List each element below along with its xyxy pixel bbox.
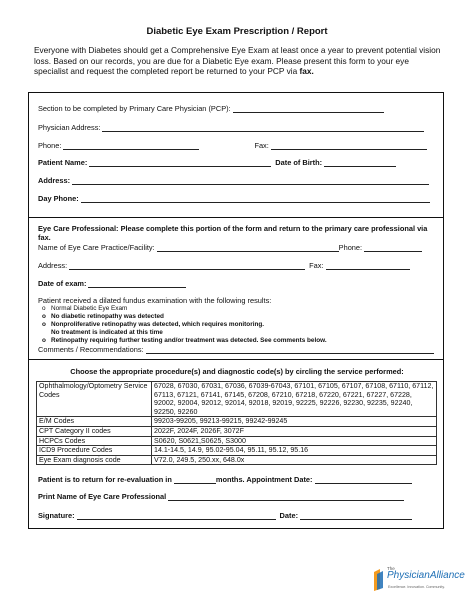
signature-line[interactable] xyxy=(77,513,276,520)
physician-address-row xyxy=(38,123,428,132)
print-name-line[interactable] xyxy=(168,494,404,501)
table-row xyxy=(37,417,437,427)
result-no-dr-label: No diabetic retinopathy was detected xyxy=(51,312,164,320)
comments-line[interactable] xyxy=(146,347,434,354)
intro-bold-tail: fax. xyxy=(299,66,314,77)
code-values[interactable]: V72.0, 249.5, 250.xx, 648.0x xyxy=(152,455,437,465)
codes-table xyxy=(36,381,437,465)
ecp-address-row xyxy=(38,261,414,270)
ecp-address-label: Address: xyxy=(38,261,68,270)
date-line[interactable] xyxy=(300,513,412,520)
table-row xyxy=(37,455,437,465)
print-name-label: Print Name of Eye Care Professional xyxy=(38,492,167,501)
exam-date-row xyxy=(38,279,190,288)
appointment-date-line[interactable] xyxy=(315,477,412,484)
ecp-fax-line[interactable] xyxy=(326,263,410,270)
patient-name-row xyxy=(38,158,400,167)
result-subnote xyxy=(42,329,327,337)
logo-the: The xyxy=(387,566,395,571)
pcp-section-row xyxy=(38,104,388,113)
pcp-fax-line[interactable] xyxy=(271,143,427,150)
logo-name xyxy=(387,570,465,581)
ecp-phone-label: Phone: xyxy=(338,243,363,252)
patient-address-label: Address: xyxy=(38,176,71,185)
result-further-testing-label: Retinopathy requiring further testing and/or treatment was detected. See comments below. xyxy=(51,336,327,344)
practice-label: Name of Eye Care Practice/Facility: xyxy=(38,243,155,252)
code-category: Eye Exam diagnosis code xyxy=(37,455,152,465)
day-phone-row xyxy=(38,194,434,203)
patient-address-row xyxy=(38,176,433,185)
code-values[interactable]: 99203-99205, 99213-99215, 99242-99245 xyxy=(152,417,437,427)
logo-mark-icon xyxy=(372,568,384,592)
ecp-fax-label: Fax: xyxy=(309,261,324,270)
form-title: Diabetic Eye Exam Prescription / Report xyxy=(146,26,328,37)
reevaluation-row xyxy=(38,475,416,484)
reevaluation-label-a: Patient is to return for re-evaluation in xyxy=(38,475,172,484)
table-row xyxy=(37,426,437,436)
exam-date-label: Date of exam: xyxy=(38,279,87,288)
dob-line[interactable] xyxy=(324,160,396,167)
reevaluation-months-line[interactable] xyxy=(174,477,216,484)
section-divider xyxy=(28,217,444,218)
pcp-name-line[interactable] xyxy=(233,106,384,113)
physician-address-line[interactable] xyxy=(102,125,424,132)
practice-row xyxy=(38,243,426,252)
signature-row xyxy=(38,511,416,520)
code-category: ICD9 Procedure Codes xyxy=(37,446,152,456)
pcp-phone-line[interactable] xyxy=(63,143,199,150)
pcp-phone-fax-row xyxy=(38,141,431,150)
code-category: HCPCs Codes xyxy=(37,436,152,446)
logo-name-a: Physician xyxy=(387,570,430,581)
pcp-phone-label: Phone: xyxy=(38,141,62,150)
reevaluation-label-b: months. Appointment Date: xyxy=(215,475,313,484)
codes-instruction: Choose the appropriate procedure(s) and diagnostic code(s) by circling the service performed: xyxy=(70,367,404,376)
checkbox-bullet-icon: o xyxy=(42,320,46,328)
checkbox-bullet-icon: o xyxy=(42,312,46,320)
print-name-row xyxy=(38,492,408,501)
results-list xyxy=(42,305,327,345)
comments-label: Comments / Recommendations: xyxy=(38,345,144,354)
ecp-phone-line[interactable] xyxy=(364,245,422,252)
result-no-treatment-label: No treatment is indicated at this time xyxy=(51,328,163,336)
patient-name-label: Patient Name: xyxy=(38,158,88,167)
physician-alliance-logo xyxy=(372,566,465,596)
ecp-header: Eye Care Professional: Please complete this portion of the form and return to the primary care professional via fax. xyxy=(38,224,428,242)
patient-address-line[interactable] xyxy=(72,178,429,185)
signature-label: Signature: xyxy=(38,511,75,520)
exam-date-line[interactable] xyxy=(88,281,186,288)
code-values[interactable]: 14.1-14.5, 14.9, 95.02-95.04, 95.11, 95.12, 95.16 xyxy=(152,446,437,456)
table-row xyxy=(37,446,437,456)
table-row xyxy=(37,382,437,417)
checkbox-bullet-icon: o xyxy=(42,305,46,312)
pcp-section-label: Section to be completed by Primary Care Physician (PCP): xyxy=(38,104,231,113)
code-values[interactable]: 67028, 67030, 67031, 67036, 67039-67043, 67101, 67105, 67107, 67108, 67110, 67112, 67113, 67121, 67141, 67145, 67208, 67210, 67218, 67220, 67221, 67227, 67228, 92002, 92004, 92012, 92014, 92018, 92019, 92225, 92226, 92230, 92235, 92240, 92250, 92260 xyxy=(152,382,437,417)
logo-name-b: Alliance xyxy=(429,570,465,581)
code-category: CPT Category II codes xyxy=(37,426,152,436)
patient-name-line[interactable] xyxy=(89,160,271,167)
code-values[interactable]: S0620, S0621,S0625, S3000 xyxy=(152,436,437,446)
logo-tagline: Excellence. Innovation. Community. xyxy=(388,585,445,589)
results-intro: Patient received a dilated fundus examination with the following results: xyxy=(38,296,272,305)
result-option[interactable] xyxy=(42,337,327,345)
dob-label: Date of Birth: xyxy=(275,158,323,167)
checkbox-bullet-icon: o xyxy=(42,336,46,344)
ecp-address-line[interactable] xyxy=(69,263,305,270)
code-category: Ophthalmology/Optometry Service Codes xyxy=(37,382,152,417)
code-values[interactable]: 2022F, 2024F, 2026F, 3072F xyxy=(152,426,437,436)
codes-divider xyxy=(28,359,444,360)
day-phone-line[interactable] xyxy=(81,196,430,203)
intro-paragraph xyxy=(34,45,442,77)
code-category: E/M Codes xyxy=(37,417,152,427)
day-phone-label: Day Phone: xyxy=(38,194,79,203)
result-npdr-label: Nonproliferative retinopathy was detected, which requires monitoring. xyxy=(51,320,265,328)
physician-address-label: Physician Address: xyxy=(38,123,101,132)
result-normal-label: Normal Diabetic Eye Exam xyxy=(51,305,128,312)
practice-line[interactable] xyxy=(157,245,339,252)
intro-text: Everyone with Diabetes should get a Comprehensive Eye Exam at least once a year to prevent potential vision loss. Based on our records, you are due for a Diabetic Eye exam. Please present this form to your eye specialist and request the completed report be returned to your PCP via xyxy=(34,45,441,77)
table-row xyxy=(37,436,437,446)
pcp-fax-label: Fax: xyxy=(254,141,269,150)
result-option[interactable] xyxy=(42,305,327,313)
result-option[interactable] xyxy=(42,321,327,329)
comments-row xyxy=(38,345,438,354)
date-label: Date: xyxy=(279,511,299,520)
result-option[interactable] xyxy=(42,313,327,321)
